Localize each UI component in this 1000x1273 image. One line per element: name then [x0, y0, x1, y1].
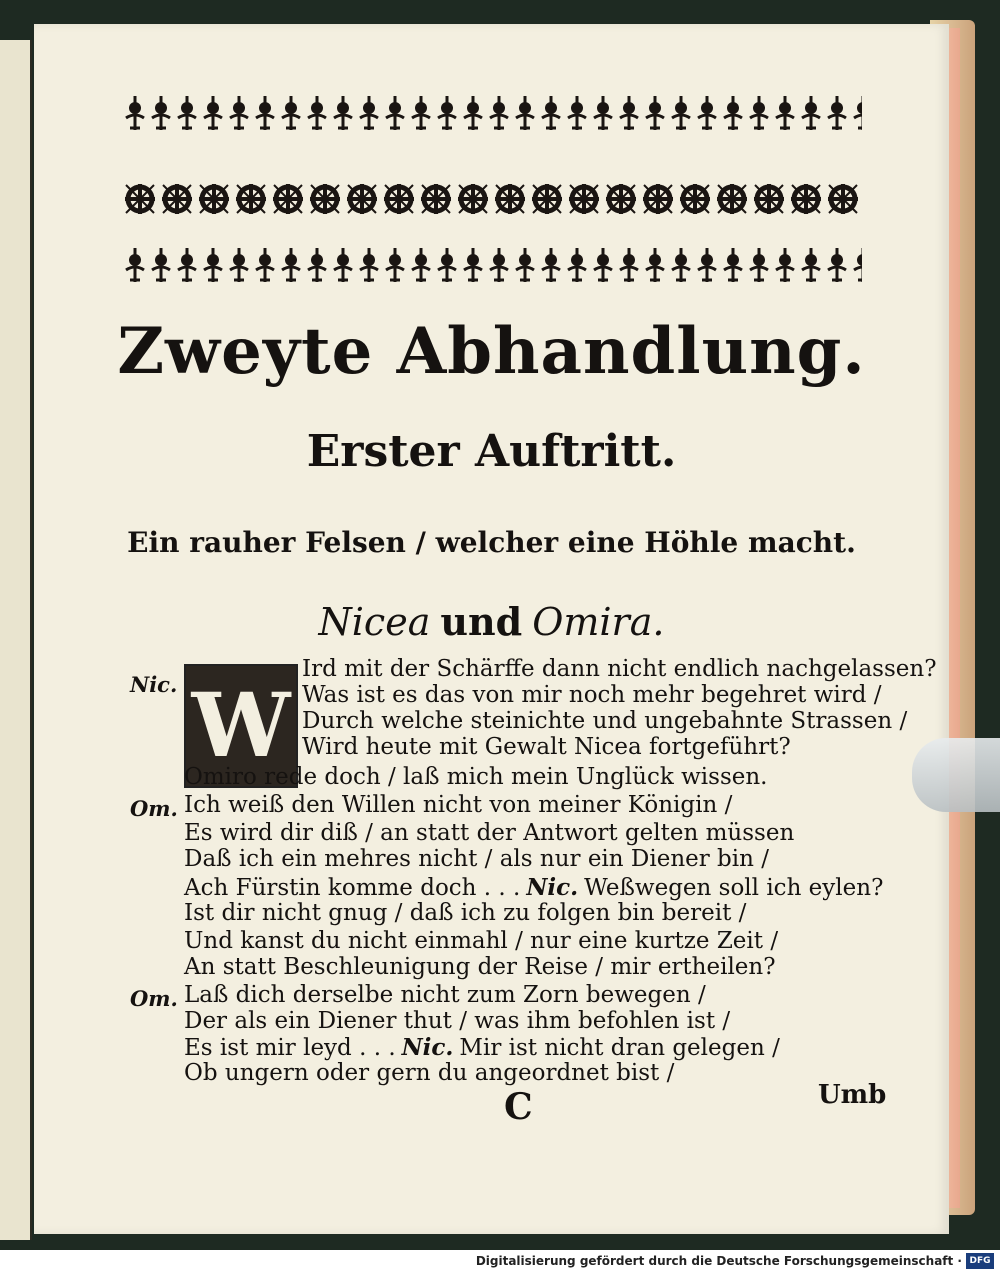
speaker-label: Om. [130, 986, 178, 1011]
verse-line: Wird heute mit Gewalt Nicea fortgeführt? [302, 734, 791, 760]
character-name: Nicea [318, 600, 431, 644]
verse-line: Ob ungern oder gern du angeordnet bist / [184, 1060, 675, 1086]
drop-cap-initial: W [184, 664, 298, 788]
decorative-border-ornament [122, 94, 862, 284]
verse-line: Ist dir nicht gnug / daß ich zu folgen bin bereit / [184, 900, 747, 926]
footer-bar [0, 1250, 1000, 1273]
book-page [34, 24, 949, 1234]
conjunction: und [440, 599, 523, 644]
verse-line: Daß ich ein mehres nicht / als nur ein Diener bin / [184, 846, 770, 872]
verse-line: Was ist es das von mir noch mehr begehret wird / [302, 682, 882, 708]
verse-line: An statt Beschleunigung der Reise / mir ertheilen? [184, 954, 776, 980]
verse-line [184, 874, 883, 901]
speaker-label: Om. [130, 796, 178, 821]
verse-line: Und kanst du nicht einmahl / nur eine kurtze Zeit / [184, 928, 779, 954]
speaker-label: Nic. [526, 874, 579, 901]
speaker-label: Nic. [401, 1034, 454, 1061]
verse-text: Ach Fürstin komme doch . . . [184, 875, 521, 901]
verse-text: Weßwegen soll ich eylen? [584, 875, 884, 901]
verse-line [184, 1034, 780, 1061]
verse-line: Laß dich derselbe nicht zum Zorn bewegen / [184, 982, 706, 1008]
speaker-label: Nic. [130, 672, 178, 697]
character-name: Omira. [532, 600, 665, 644]
verse-line: Ird mit der Schärffe dann nicht endlich nachgelassen? [302, 656, 937, 682]
scene-heading: Erster Auftritt. [306, 426, 677, 477]
funding-credit: Digitalisierung gefördert durch die Deutsche Forschungsgemeinschaft · [475, 1254, 962, 1268]
stage-direction: Ein rauher Felsen / welcher eine Höhle macht. [127, 526, 856, 559]
verse-line: Omiro rede doch / laß mich mein Unglück wissen. [184, 764, 768, 790]
dfg-logo: DFG [966, 1253, 994, 1269]
verse-line: Der als ein Diener thut / was ihm befohlen ist / [184, 1008, 731, 1034]
character-list [34, 599, 949, 644]
catchword: Umb [818, 1080, 887, 1110]
adjacent-page-edge [0, 40, 32, 1240]
verse-line: Durch welche steinichte und ungebahnte Strassen / [302, 708, 908, 734]
verse-line: Ich weiß den Willen nicht von meiner Königin / [184, 792, 733, 818]
page-turn-tab[interactable] [912, 738, 1000, 812]
verse-text: Mir ist nicht dran gelegen / [459, 1035, 780, 1061]
chapter-title: Zweyte Abhandlung. [117, 314, 866, 389]
verse-text: Es ist mir leyd . . . [184, 1035, 396, 1061]
verse-line: Es wird dir diß / an statt der Antwort gelten müssen [184, 820, 795, 846]
signature-mark: C [504, 1086, 533, 1128]
